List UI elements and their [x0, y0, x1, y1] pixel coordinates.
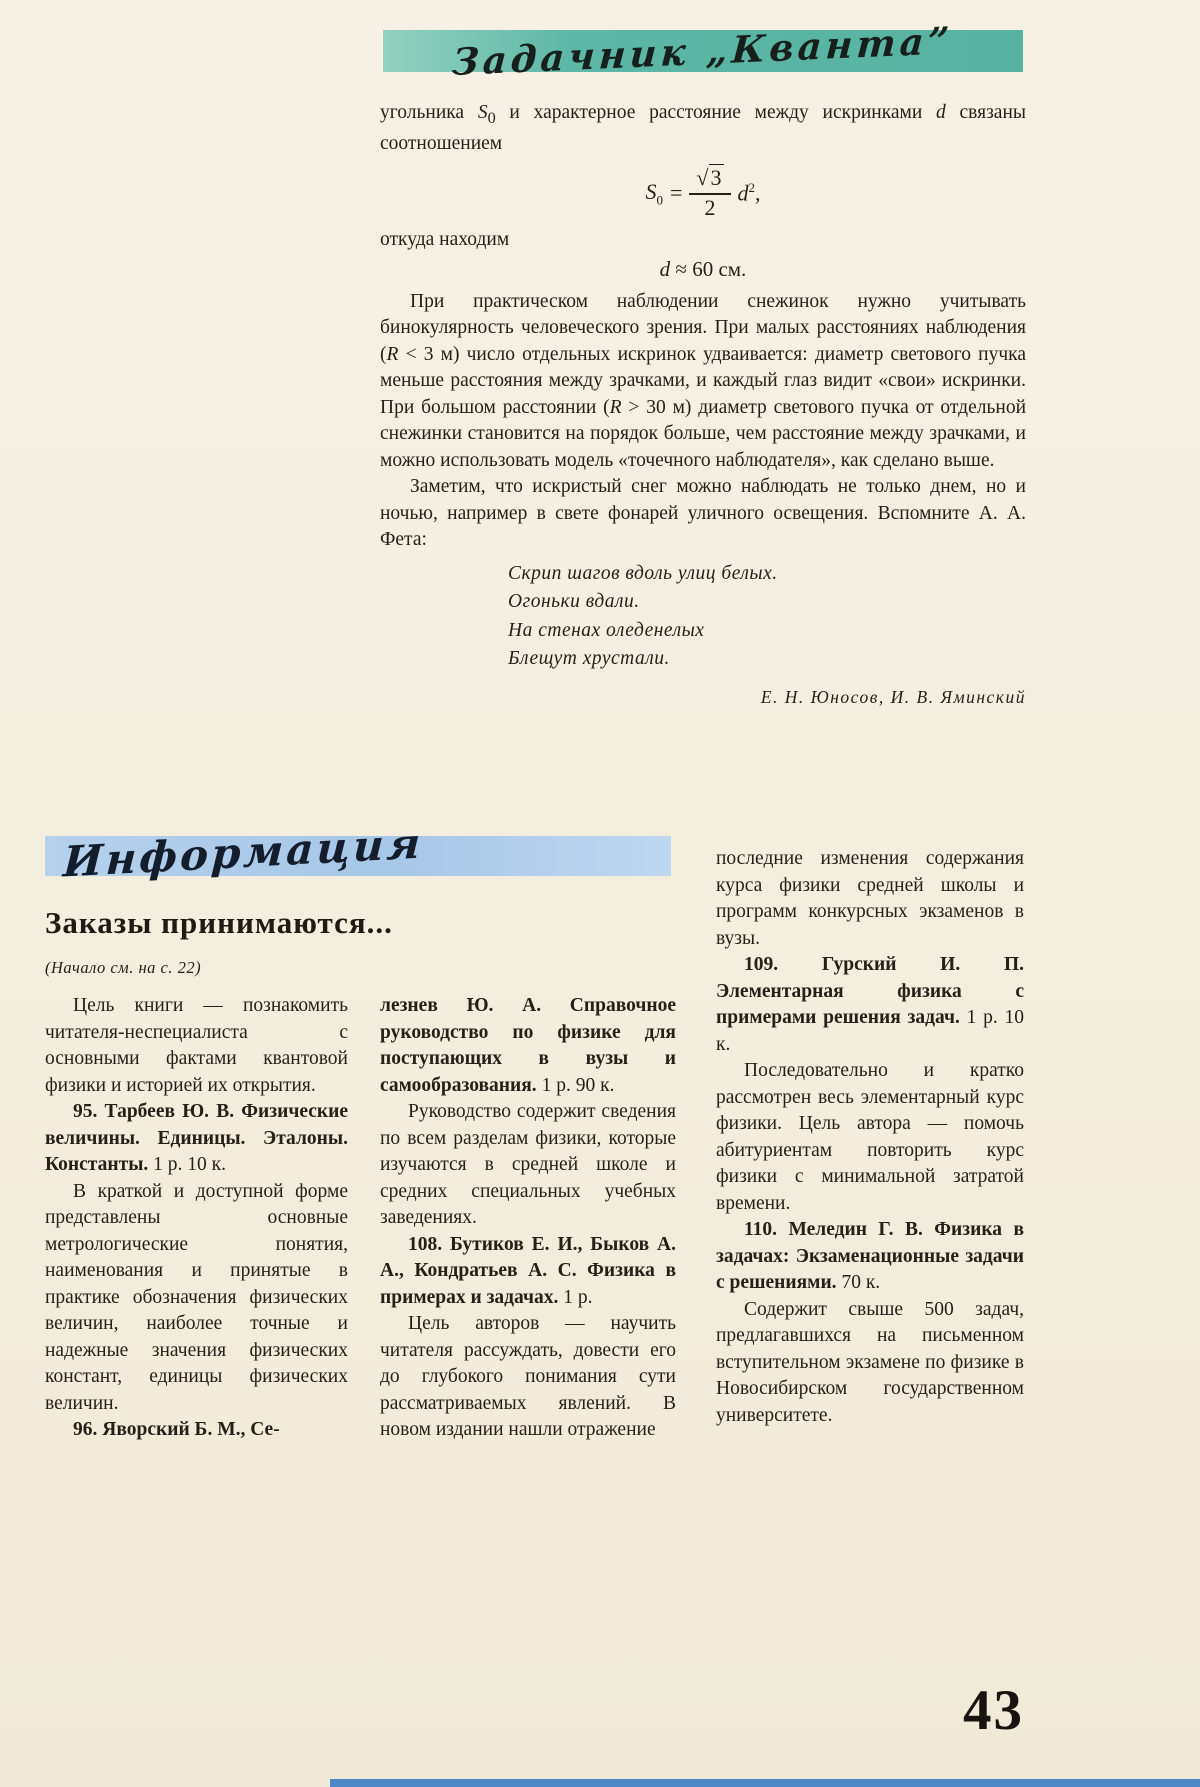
variable-s: S — [477, 102, 488, 123]
result-var-d: d — [659, 257, 671, 282]
result-value — [380, 256, 1026, 283]
text-segment: 110. Меледин Г. В. Физика в задачах: Экзаменационные задачи с решениями. — [716, 1219, 1024, 1293]
paragraph — [380, 1232, 676, 1312]
footer-accent-bar — [330, 1779, 1200, 1787]
equals-sign: = — [670, 180, 683, 206]
paragraph — [716, 1297, 1024, 1430]
paragraph — [45, 1099, 348, 1179]
paragraph-observation — [380, 289, 1026, 475]
equation-s0 — [380, 165, 1026, 222]
radicand: 3 — [710, 164, 722, 190]
paragraph — [716, 1217, 1024, 1297]
informatsiya-banner — [45, 818, 671, 887]
paragraph — [45, 1179, 348, 1418]
zadachnik-kvanta-banner — [383, 17, 1023, 85]
banner-script-text: Задачник „Кванта” — [451, 17, 955, 85]
books-column-1 — [45, 993, 348, 1444]
poem-line: Огоньки вдали. — [508, 591, 640, 613]
equation-exponent: 2 — [748, 179, 755, 195]
equation-var-s: S — [645, 178, 657, 204]
result-rest: ≈ 60 см. — [670, 257, 747, 282]
page-number: 43 — [963, 1679, 1024, 1742]
poem-line: Блещут хрустали. — [508, 648, 670, 670]
equation-rhs — [738, 180, 761, 207]
poem-line: Скрип шагов вдоль улиц белых. — [508, 562, 778, 584]
fraction-numerator — [689, 165, 730, 195]
equation-subscript: 0 — [656, 192, 663, 208]
variable-s-subscript: 0 — [487, 108, 496, 127]
connector-text: откуда находим — [380, 228, 510, 250]
text-segment: < 3 м) число отдельных искринок удваивается: диаметр светового пучка меньше расстояния между зрачками, и каждый глаз видит «свои» искринки. При большом расстоянии ( — [380, 343, 1026, 418]
text-segment: 1 р. 10 к. — [716, 1007, 1024, 1055]
text-segment: 108. Бутиков Е. И., Быков А. А., Кондратьев А. С. Физика в примерах и задачах. — [380, 1233, 676, 1308]
intro-text-1: угольника — [380, 102, 478, 123]
variable-d: d — [936, 102, 946, 123]
text-segment: 70 к. — [836, 1272, 881, 1293]
books-column-2 — [380, 993, 676, 1444]
equation-lhs — [646, 179, 664, 208]
orders-heading: Заказы принимаются... — [45, 905, 393, 940]
continuation-note: (Начало см. на с. 22) — [45, 958, 202, 977]
text-segment: 95. Тарбеев Ю. В. Физические величины. Единицы. Эталоны. Константы. — [45, 1101, 348, 1175]
paragraph — [380, 1311, 676, 1444]
paragraph — [716, 846, 1024, 952]
text-segment: Цель авторов — научить читателя рассуждать, довести его до глубокого понимания сути рассматриваемых явлений. В новом издании нашли отражение — [380, 1313, 676, 1440]
text-segment: R — [386, 343, 399, 365]
intro-text-3: связаны соотношением — [380, 102, 1026, 155]
paragraph-night-snow: Заметим, что искристый снег можно наблюдать не только днем, но и ночью, например в свете фонарей уличного освещения. Вспомните А. А. Фета: — [380, 476, 1026, 551]
informatsiya-script-text: Информация — [61, 818, 425, 887]
text-segment: последние изменения содержания курса физики средней школы и программ конкурсных экзаменов в вузы. — [716, 848, 1024, 949]
article-intro — [380, 100, 1026, 158]
text-segment: При практическом наблюдении снежинок нужно учитывать бинокулярность человеческого зрения. При малых расстояниях наблюдения ( — [380, 290, 1026, 365]
paragraph — [716, 952, 1024, 1058]
text-segment: Руководство содержит сведения по всем разделам физики, которые изучаются в средней школе и средних специальных учебных заведениях. — [380, 1101, 676, 1228]
article-authors: Е. Н. Юносов, И. В. Яминский — [760, 686, 1026, 707]
paragraph — [380, 993, 676, 1099]
text-segment: Цель книги — познакомить читателя-неспециалиста с основными фактами квантовой физики и историей их открытия. — [45, 995, 348, 1096]
article-snowflakes — [380, 100, 1026, 710]
fraction-denominator: 2 — [704, 195, 716, 221]
text-segment: В краткой и доступной форме представлены основные метрологические понятия, наименования и принятые в практике обозначения физических величин, наиболее точные и надежные значения физических констант, единицы физических величин. — [45, 1180, 348, 1414]
text-segment: 96. Яворский Б. М., Се- — [73, 1419, 280, 1440]
text-segment: > 30 м) диаметр светового пучка от отдельной снежинки становится на порядок больше, чем расстояние между зрачками, и можно использовать модель «точечного наблюдателя», как сделано выше. — [380, 396, 1027, 471]
paragraph — [716, 1058, 1024, 1217]
fet-poem — [508, 560, 1026, 674]
books-column-3 — [716, 846, 1024, 1429]
text-segment: лезнев Ю. А. Справочное руководство по физике для поступающих в вузы и самообразования. — [380, 995, 676, 1096]
text-segment: 109. Гурский И. П. Элементарная физика с примерами решения задач. — [716, 954, 1024, 1028]
equation-var-d: d — [737, 180, 749, 206]
poem-line: На стенах оледенелых — [508, 619, 705, 641]
text-segment: 1 р. — [558, 1286, 593, 1308]
text-segment: R — [609, 396, 622, 418]
intro-text-2: и характерное расстояние между искринками — [495, 102, 937, 123]
radical-sign: √ — [696, 164, 709, 190]
text-segment: 1 р. 10 к. — [148, 1154, 227, 1175]
text-segment: Содержит свыше 500 задач, предлагавшихся на письменном вступительном экзамене по физике в Новосибирском государственном университете. — [716, 1298, 1024, 1426]
text-segment: 1 р. 90 к. — [536, 1074, 615, 1096]
paragraph — [45, 993, 348, 1099]
fraction — [689, 165, 730, 222]
equation-comma: , — [755, 180, 761, 206]
paragraph — [380, 1099, 676, 1232]
text-segment: Последовательно и кратко рассмотрен весь элементарный курс физики. Цель автора — помочь абитуриентам повторить курс физики с минимальной затратой времени. — [716, 1060, 1024, 1214]
paragraph — [45, 1417, 348, 1444]
